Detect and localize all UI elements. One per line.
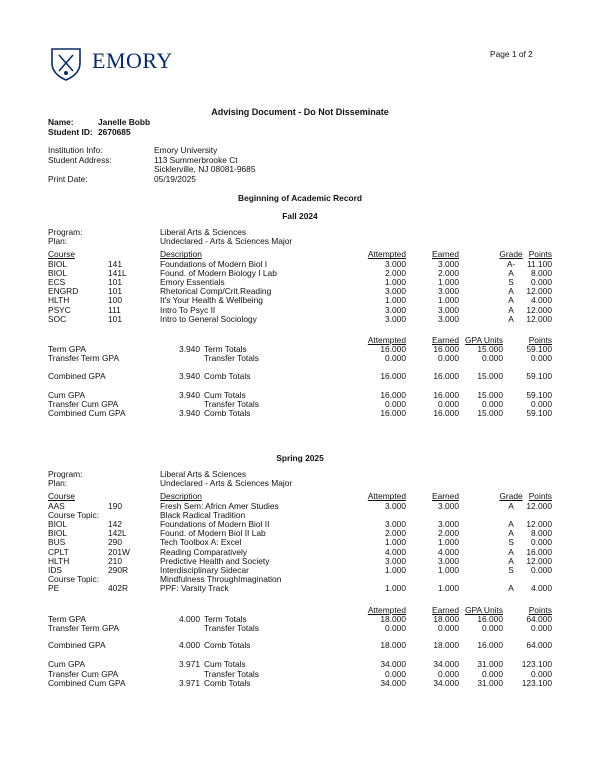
summary-gpa: 3.940 (179, 389, 200, 400)
course-grade: S (508, 277, 514, 287)
course-grade: A (508, 528, 514, 539)
summary-points: 59.100 (526, 370, 552, 381)
summary-label: Term GPA (48, 613, 86, 624)
summary-header-points: Points (528, 604, 552, 615)
course-grade: A (508, 313, 514, 324)
summary-header-gpa-units: GPA Units (464, 335, 503, 345)
course-points: 12.000 (526, 304, 552, 315)
summary-points: 0.000 (531, 399, 552, 409)
course-number: 101 (108, 277, 122, 287)
summary-gpa-units: 0.000 (482, 623, 503, 633)
course-subject: BIOL (48, 258, 68, 269)
course-number: 101 (108, 286, 122, 297)
summary-earned: 16.000 (433, 408, 459, 419)
summary-label: Cum GPA (48, 389, 86, 400)
page-number: Page 1 of 2 (490, 49, 533, 59)
course-earned: 3.000 (438, 258, 459, 269)
course-earned: 3.000 (438, 555, 459, 566)
summary-gpa-units: 0.000 (482, 399, 503, 409)
course-number: 141L (108, 267, 127, 278)
summary-totals-label: Cum Totals (204, 659, 246, 670)
summary-gpa: 3.940 (179, 370, 200, 381)
course-description: Intro to General Sociology (160, 313, 257, 324)
course-earned: 1.000 (438, 565, 459, 575)
summary-points: 0.000 (531, 353, 552, 364)
summary-label: Combined Cum GPA (48, 677, 126, 688)
course-description: Emory Essentials (160, 277, 225, 287)
summary-points: 64.000 (526, 613, 552, 624)
summary-label: Combined GPA (48, 640, 106, 651)
course-description: Predictive Health and Society (160, 555, 270, 566)
course-subject: PE (48, 583, 60, 594)
summary-gpa: 4.000 (179, 613, 200, 624)
course-number: 101 (108, 313, 122, 324)
course-subject: BIOL (48, 528, 68, 539)
course-description: Tech Toolbox A: Excel (160, 537, 242, 548)
summary-points: 59.100 (526, 408, 552, 419)
summary-totals-label: Transfer Totals (204, 623, 259, 633)
summary-attempted: 16.000 (380, 344, 406, 355)
summary-label: Combined GPA (48, 370, 106, 381)
summary-points: 59.100 (526, 344, 552, 355)
summary-totals-label: Comb Totals (204, 370, 251, 381)
summary-attempted: 34.000 (380, 659, 406, 670)
course-subject: AAS (48, 500, 65, 511)
summary-totals-label: Term Totals (204, 344, 247, 355)
course-subject: IDS (48, 565, 62, 575)
summary-attempted: 16.000 (380, 408, 406, 419)
summary-gpa-units: 31.000 (477, 677, 503, 688)
course-subject: CPLT (48, 546, 69, 557)
plan-label: Plan: (48, 478, 68, 489)
course-description: Interdisciplinary Sidecar (160, 565, 249, 575)
program-label: Program: (48, 227, 83, 237)
print-date-value: 05/19/2025 (154, 174, 196, 184)
summary-header-gpa-units: GPA Units (464, 604, 503, 615)
summary-earned: 0.000 (438, 399, 459, 409)
course-earned: 1.000 (438, 583, 459, 594)
course-description: Foundations of Modern Biol II (160, 519, 270, 529)
course-number: 100 (108, 295, 122, 306)
summary-gpa: 3.940 (179, 344, 200, 355)
summary-earned: 0.000 (438, 623, 459, 633)
summary-attempted: 16.000 (380, 389, 406, 400)
course-earned: 1.000 (438, 295, 459, 306)
header-earned: Earned (431, 491, 459, 502)
course-number: 141 (108, 258, 122, 269)
summary-earned: 16.000 (433, 344, 459, 355)
summary-points: 0.000 (531, 668, 552, 679)
course-subject: BUS (48, 537, 66, 548)
course-grade: A (508, 583, 514, 594)
summary-attempted: 0.000 (385, 668, 406, 679)
summary-gpa-units: 31.000 (477, 659, 503, 670)
summary-gpa: 3.971 (179, 677, 200, 688)
course-grade: A (508, 555, 514, 566)
summary-earned: 18.000 (433, 613, 459, 624)
summary-totals-label: Transfer Totals (204, 399, 259, 409)
course-subject: PSYC (48, 304, 71, 315)
course-points: 4.000 (531, 295, 552, 306)
summary-gpa-units: 15.000 (477, 370, 503, 381)
summary-gpa-units: 0.000 (482, 353, 503, 364)
course-attempted: 1.000 (385, 583, 406, 594)
course-description: Intro To Psyc II (160, 304, 216, 315)
course-subject: BIOL (48, 519, 68, 529)
course-attempted: 2.000 (385, 528, 406, 539)
record-heading: Beginning of Academic Record (238, 193, 362, 203)
summary-totals-label: Transfer Totals (204, 668, 259, 679)
summary-gpa-units: 16.000 (477, 613, 503, 624)
course-number: 210 (108, 555, 122, 566)
course-subject: HLTH (48, 295, 70, 306)
header-attempted: Attempted (367, 249, 406, 260)
summary-gpa-units: 15.000 (477, 344, 503, 355)
summary-gpa-units: 0.000 (482, 668, 503, 679)
summary-totals-label: Cum Totals (204, 389, 246, 400)
course-subject: SOC (48, 313, 67, 324)
summary-label: Transfer Term GPA (48, 623, 120, 633)
course-subject: HLTH (48, 555, 70, 566)
summary-gpa-units: 15.000 (477, 389, 503, 400)
summary-attempted: 18.000 (380, 613, 406, 624)
course-points: 0.000 (531, 277, 552, 287)
header-description: Description (160, 249, 202, 260)
course-earned: 3.000 (438, 519, 459, 529)
course-attempted: 3.000 (385, 500, 406, 511)
summary-totals-label: Comb Totals (204, 677, 251, 688)
summary-earned: 34.000 (433, 677, 459, 688)
course-attempted: 3.000 (385, 286, 406, 297)
course-earned: 3.000 (438, 313, 459, 324)
course-subject: Course Topic: (48, 509, 100, 520)
summary-earned: 16.000 (433, 389, 459, 400)
course-number: 190 (108, 500, 122, 511)
course-earned: 1.000 (438, 537, 459, 548)
course-grade: S (508, 537, 514, 548)
course-grade: A (508, 267, 514, 278)
document-title: Advising Document - Do Not Disseminate (211, 107, 389, 117)
course-points: 16.000 (526, 546, 552, 557)
course-subject: ECS (48, 277, 66, 287)
summary-totals-label: Transfer Totals (204, 353, 259, 364)
summary-attempted: 18.000 (380, 640, 406, 651)
summary-header-attempted: Attempted (367, 335, 406, 345)
course-attempted: 2.000 (385, 267, 406, 278)
course-description: Reading Comparatively (160, 546, 248, 557)
summary-earned: 16.000 (433, 370, 459, 381)
course-grade: A- (506, 258, 516, 269)
summary-earned: 0.000 (438, 668, 459, 679)
program-value: Liberal Arts & Sciences (160, 227, 247, 237)
summary-gpa: 3.940 (179, 408, 200, 419)
course-description: Fresh Sem: Africn Amer Studies (160, 500, 279, 511)
course-points: 12.000 (526, 555, 552, 566)
course-earned: 3.000 (438, 500, 459, 511)
name-label: Name: (48, 117, 74, 127)
course-attempted: 1.000 (385, 277, 406, 287)
course-earned: 3.000 (438, 304, 459, 315)
summary-totals-label: Term Totals (204, 613, 247, 624)
plan-value: Undeclared - Arts & Sciences Major (160, 236, 293, 247)
course-grade: A (508, 286, 514, 297)
summary-label: Transfer Cum GPA (48, 668, 119, 679)
program-value: Liberal Arts & Sciences (160, 469, 247, 479)
summary-attempted: 0.000 (385, 623, 406, 633)
summary-points: 64.000 (526, 640, 552, 651)
course-number: 290R (108, 565, 129, 575)
summary-gpa-units: 16.000 (477, 640, 503, 651)
header-points: Points (528, 491, 552, 502)
course-earned: 2.000 (438, 528, 459, 539)
course-attempted: 3.000 (385, 304, 406, 315)
header-grade: Grade (499, 491, 523, 502)
summary-gpa: 4.000 (179, 640, 200, 651)
name-value: Janelle Bobb (98, 117, 151, 127)
course-attempted: 3.000 (385, 258, 406, 269)
summary-points: 123.100 (521, 677, 552, 688)
summary-header-earned: Earned (431, 604, 459, 615)
course-description: Found. of Modern Biology I Lab (160, 267, 277, 278)
summary-label: Term GPA (48, 344, 86, 355)
course-points: 12.000 (526, 286, 552, 297)
summary-attempted: 0.000 (385, 399, 406, 409)
course-attempted: 3.000 (385, 555, 406, 566)
header-attempted: Attempted (367, 491, 406, 502)
program-label: Program: (48, 469, 83, 479)
emory-logo-text: EMORY (92, 48, 173, 73)
course-points: 4.000 (531, 583, 552, 594)
course-grade: A (508, 546, 514, 557)
course-number: 290 (108, 537, 122, 548)
course-subject: ENGRD (48, 286, 79, 297)
course-points: 12.000 (526, 500, 552, 511)
course-grade: A (508, 304, 514, 315)
course-attempted: 1.000 (385, 565, 406, 575)
course-points: 0.000 (531, 565, 552, 575)
course-points: 0.000 (531, 537, 552, 548)
summary-header-points: Points (528, 335, 552, 345)
summary-gpa-units: 15.000 (477, 408, 503, 419)
course-description: Foundations of Modern Biol I (160, 258, 268, 269)
summary-label: Transfer Cum GPA (48, 399, 119, 409)
student-id-label: Student ID: (48, 127, 93, 137)
plan-label: Plan: (48, 236, 68, 247)
address-line1: 113 Summerbrooke Ct (154, 155, 238, 165)
course-number: 201W (108, 546, 130, 557)
summary-header-attempted: Attempted (367, 604, 406, 615)
course-description: PPF: Varsity Track (160, 583, 229, 594)
summary-attempted: 0.000 (385, 353, 406, 364)
header-course: Course (48, 491, 75, 502)
summary-points: 59.100 (526, 389, 552, 400)
course-description: Black Radical Tradition (160, 509, 246, 520)
course-grade: A (508, 500, 514, 511)
course-grade: A (508, 519, 514, 529)
course-number: 142 (108, 519, 122, 529)
course-grade: A (508, 295, 514, 306)
course-description: It's Your Health & Wellbeing (160, 295, 263, 306)
course-points: 12.000 (526, 313, 552, 324)
institution-value: Emory University (154, 145, 218, 155)
summary-label: Combined Cum GPA (48, 408, 126, 419)
course-number: 142L (108, 528, 127, 539)
course-attempted: 1.000 (385, 537, 406, 548)
course-points: 8.000 (531, 267, 552, 278)
course-earned: 4.000 (438, 546, 459, 557)
address-label: Student Address: (48, 155, 112, 165)
course-subject: BIOL (48, 267, 68, 278)
course-description: Rhetorical Comp/Crit.Reading (160, 286, 272, 297)
summary-label: Transfer Term GPA (48, 353, 120, 364)
student-id-value: 2670685 (98, 127, 131, 137)
header-points: Points (528, 249, 552, 260)
summary-header-earned: Earned (431, 335, 459, 345)
header-course: Course (48, 249, 75, 260)
summary-totals-label: Comb Totals (204, 408, 251, 419)
summary-gpa: 3.971 (179, 659, 200, 670)
summary-totals-label: Comb Totals (204, 640, 251, 651)
course-number: 402R (108, 583, 129, 594)
address-line2: Sicklerville, NJ 08081-9685 (154, 164, 256, 174)
header-earned: Earned (431, 249, 459, 260)
header-description: Description (160, 491, 202, 502)
course-attempted: 3.000 (385, 519, 406, 529)
summary-earned: 18.000 (433, 640, 459, 651)
course-earned: 3.000 (438, 286, 459, 297)
course-description: Found. of Modern Biol II Lab (160, 528, 266, 539)
course-earned: 1.000 (438, 277, 459, 287)
course-description: Mindfulness ThroughImagination (160, 574, 282, 585)
course-grade: S (508, 565, 514, 575)
course-points: 8.000 (531, 528, 552, 539)
course-earned: 2.000 (438, 267, 459, 278)
header-grade: Grade (499, 249, 523, 260)
plan-value: Undeclared - Arts & Sciences Major (160, 478, 293, 489)
term-heading: Spring 2025 (276, 453, 324, 463)
course-subject: Course Topic: (48, 574, 100, 585)
course-attempted: 1.000 (385, 295, 406, 306)
summary-points: 0.000 (531, 623, 552, 633)
summary-points: 123.100 (521, 659, 552, 670)
emory-shield-icon (48, 46, 84, 82)
summary-earned: 34.000 (433, 659, 459, 670)
print-date-label: Print Date: (48, 174, 88, 184)
summary-label: Cum GPA (48, 659, 86, 670)
course-number: 111 (108, 304, 121, 315)
course-attempted: 3.000 (385, 313, 406, 324)
course-attempted: 4.000 (385, 546, 406, 557)
course-points: 11.100 (527, 258, 552, 269)
summary-attempted: 16.000 (380, 370, 406, 381)
summary-earned: 0.000 (438, 353, 459, 364)
institution-label: Institution Info: (48, 145, 103, 155)
course-points: 12.000 (526, 519, 552, 529)
summary-attempted: 34.000 (380, 677, 406, 688)
term-heading: Fall 2024 (282, 211, 318, 221)
